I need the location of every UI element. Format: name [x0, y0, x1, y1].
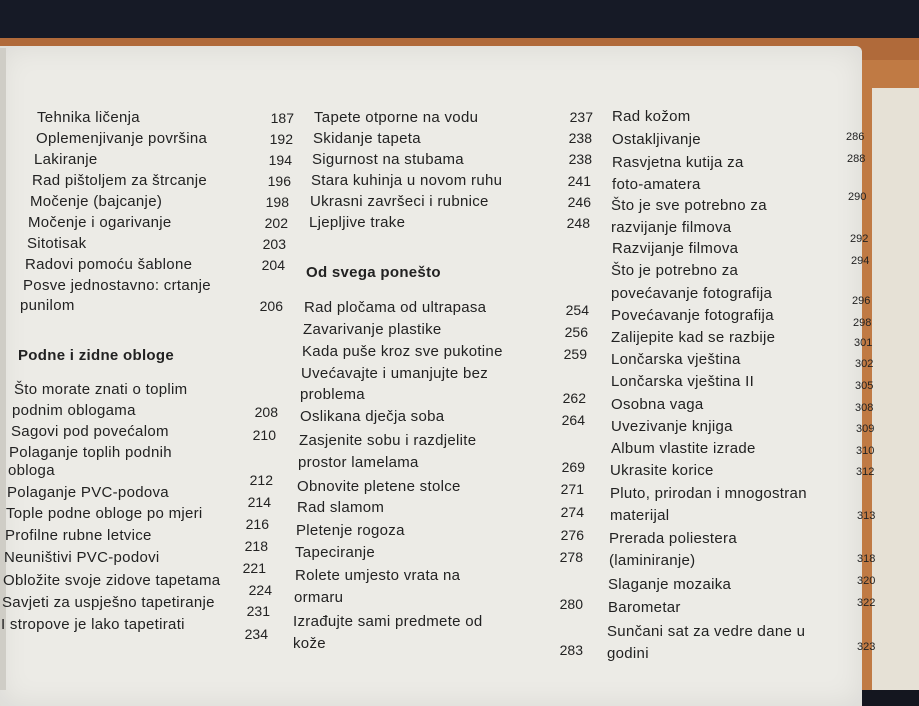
- toc-entry-title: godini: [607, 645, 649, 662]
- toc-entry-title: Lončarska vještina II: [611, 373, 755, 390]
- toc-entry-title: Profilne rubne letvice: [5, 527, 152, 544]
- toc-entry-title: ormaru: [294, 589, 344, 606]
- toc-entry-title: Što morate znati o toplim: [14, 381, 188, 398]
- toc-entry-title: Uvezivanje knjiga: [611, 418, 733, 435]
- toc-entry-title: povećavanje fotografija: [611, 285, 773, 302]
- toc-entry-title: Polaganje PVC-podova: [7, 484, 169, 501]
- toc-entry-title: Izrađujte sami predmete od: [293, 613, 483, 630]
- toc-entry-page: 237: [569, 109, 593, 125]
- toc-entry-page: 280: [559, 596, 583, 612]
- toc-entry-title: materijal: [610, 507, 670, 524]
- toc-entry-title: Sunčani sat za vedre dane u: [607, 623, 806, 640]
- toc-entry-page: 187: [270, 110, 294, 126]
- toc-entry-title: prostor lamelama: [298, 454, 419, 471]
- toc-entry-title: razvijanje filmova: [611, 219, 732, 236]
- toc-entry-title: Ostakljivanje: [612, 131, 701, 148]
- toc-entry-title: Ukrasite korice: [610, 462, 714, 479]
- toc-entry-page: 323: [857, 641, 876, 653]
- toc-entry-page: 198: [265, 194, 289, 210]
- toc-entry-page: 322: [857, 597, 876, 609]
- toc-entry-page: 194: [268, 152, 292, 168]
- toc-entry-title: Oplemenjivanje površina: [36, 130, 208, 147]
- toc-entry-title: Savjeti za uspješno tapetiranje: [2, 594, 215, 611]
- toc-entry-title: Rad pločama od ultrapasa: [304, 299, 487, 316]
- toc-entry-page: 224: [248, 582, 272, 598]
- toc-entry-page: 202: [264, 215, 288, 231]
- toc-entry-page: 286: [846, 131, 865, 143]
- toc-entry-page: 210: [252, 427, 276, 443]
- toc-entry-title: Što je sve potrebno za: [611, 197, 767, 214]
- toc-entry-title: Sagovi pod povećalom: [11, 423, 169, 440]
- toc-entry-page: 318: [857, 553, 876, 565]
- toc-entry-title: Kada puše kroz sve pukotine: [302, 343, 503, 360]
- toc-entry-page: 241: [567, 173, 591, 189]
- toc-entry-page: 320: [857, 575, 876, 587]
- toc-entry-title: Radovi pomoću šablone: [25, 256, 193, 273]
- toc-entry-page: 203: [262, 236, 286, 252]
- toc-entry-page: 234: [244, 626, 268, 642]
- toc-entry-page: 305: [855, 380, 874, 392]
- toc-entry-page: 254: [565, 302, 589, 318]
- toc-entry-title: Tapete otporne na vodu: [314, 109, 479, 126]
- toc-entry-title: Skidanje tapeta: [313, 130, 421, 147]
- toc-entry-page: 283: [559, 642, 583, 658]
- toc-entry-page: 212: [249, 472, 273, 488]
- toc-entry-title: Rad pištoljem za štrcanje: [32, 172, 208, 189]
- toc-entry-title: Sitotisak: [27, 235, 87, 252]
- toc-entry-title: Posve jednostavno: crtanje: [23, 277, 211, 294]
- toc-entry-title: Rolete umjesto vrata na: [295, 567, 461, 584]
- toc-entry-title: Neuništivi PVC-podovi: [4, 549, 160, 566]
- toc-entry-title: Zasjenite sobu i razdjelite: [299, 432, 477, 449]
- toc-entry-page: 312: [856, 466, 875, 478]
- toc-entry-title: Lakiranje: [34, 151, 98, 168]
- toc-entry-page: 192: [269, 131, 293, 147]
- toc-entry-title: Zalijepite kad se razbije: [611, 329, 776, 346]
- toc-entry-title: Uvećavajte i umanjujte bez: [301, 365, 489, 382]
- toc-entry-title: Barometar: [608, 599, 681, 616]
- toc-entry-title: Tehnika ličenja: [37, 109, 140, 126]
- toc-entry-title: Album vlastite izrade: [611, 440, 756, 457]
- toc-entry-page: 196: [267, 173, 291, 189]
- toc-entry-page: 206: [259, 298, 283, 314]
- toc-entry-title: problema: [300, 386, 365, 403]
- toc-entry-page: 296: [852, 295, 871, 307]
- toc-entry-title: Povećavanje fotografija: [611, 307, 774, 324]
- toc-entry-title: Obložite svoje zidove tapetama: [3, 572, 221, 589]
- toc-entry-page: 214: [247, 494, 271, 510]
- toc-entry-page: 208: [254, 404, 278, 420]
- toc-entry-title: Rad slamom: [297, 499, 385, 516]
- toc-entry-page: 309: [856, 423, 875, 435]
- toc-entry-title: foto-amatera: [612, 176, 701, 193]
- toc-entry-title: Polaganje toplih podnih: [9, 444, 172, 461]
- toc-entry-title: Pluto, prirodan i mnogostran: [610, 485, 807, 502]
- toc-entry-page: 298: [853, 317, 872, 329]
- toc-entry-title: Rad kožom: [612, 108, 691, 125]
- section-heading: Od svega ponešto: [306, 264, 441, 281]
- toc-entry-page: 248: [566, 215, 590, 231]
- toc-entry-page: 216: [245, 516, 269, 532]
- toc-entry-page: 276: [560, 527, 584, 543]
- toc-entry-title: Zavarivanje plastike: [303, 321, 442, 338]
- toc-entry-title: Obnovite pletene stolce: [297, 478, 461, 495]
- toc-entry-title: Tapeciranje: [295, 544, 376, 561]
- toc-entry-page: 292: [850, 233, 869, 245]
- toc-entry-page: 308: [855, 402, 874, 414]
- toc-entry-title: I stropove je lako tapetirati: [1, 616, 185, 633]
- toc-entry-title: Močenje i ogarivanje: [28, 214, 172, 231]
- next-page-edge: [872, 88, 919, 690]
- toc-entry-title: Rasvjetna kutija za: [612, 154, 744, 171]
- toc-entry-title: (laminiranje): [609, 552, 696, 569]
- toc-entry-title: Slaganje mozaika: [608, 576, 732, 593]
- toc-entry-title: kože: [293, 635, 326, 652]
- section-heading: Podne i zidne obloge: [18, 347, 174, 364]
- toc-entry-title: Ukrasni završeci i rubnice: [310, 193, 489, 210]
- toc-entry-page: 218: [244, 538, 268, 554]
- toc-entry-title: Ljepljive trake: [309, 214, 406, 231]
- toc-entry-title: Osobna vaga: [611, 396, 704, 413]
- toc-entry-page: 310: [856, 445, 875, 457]
- toc-entry-page: 294: [851, 255, 870, 267]
- toc-entry-page: 256: [564, 324, 588, 340]
- toc-entry-title: podnim oblogama: [12, 402, 136, 419]
- toc-entry-title: Što je potrebno za: [611, 262, 739, 279]
- toc-entry-page: 246: [567, 194, 591, 210]
- toc-entry-page: 302: [855, 358, 874, 370]
- toc-entry-page: 264: [561, 412, 585, 428]
- toc-entry-title: Prerada poliestera: [609, 530, 737, 547]
- toc-entry-title: Lončarska vještina: [611, 351, 741, 368]
- toc-entry-page: 301: [854, 337, 873, 349]
- toc-entry-title: Močenje (bajcanje): [30, 193, 163, 210]
- toc-entry-page: 271: [560, 481, 584, 497]
- toc-entry-title: Stara kuhinja u novom ruhu: [311, 172, 503, 189]
- toc-entry-page: 238: [568, 151, 592, 167]
- toc-entry-title: Oslikana dječja soba: [300, 408, 445, 425]
- toc-entry-title: obloga: [8, 462, 55, 479]
- toc-entry-title: Sigurnost na stubama: [312, 151, 464, 168]
- toc-entry-page: 238: [568, 130, 592, 146]
- toc-entry-page: 221: [242, 560, 266, 576]
- toc-entry-page: 269: [561, 459, 585, 475]
- toc-entry-page: 290: [848, 191, 867, 203]
- toc-entry-page: 204: [261, 257, 285, 273]
- toc-entry-page: 278: [559, 549, 583, 565]
- toc-entry-title: Pletenje rogoza: [296, 522, 405, 539]
- toc-entry-page: 259: [563, 346, 587, 362]
- toc-entry-title: punilom: [20, 297, 75, 314]
- toc-entry-title: Razvijanje filmova: [612, 240, 739, 257]
- toc-entry-page: 274: [560, 504, 584, 520]
- toc-entry-page: 288: [847, 153, 866, 165]
- toc-entry-title: Tople podne obloge po mjeri: [6, 505, 203, 522]
- toc-entry-page: 262: [562, 390, 586, 406]
- toc-entry-page: 313: [857, 510, 876, 522]
- toc-entry-page: 231: [246, 603, 270, 619]
